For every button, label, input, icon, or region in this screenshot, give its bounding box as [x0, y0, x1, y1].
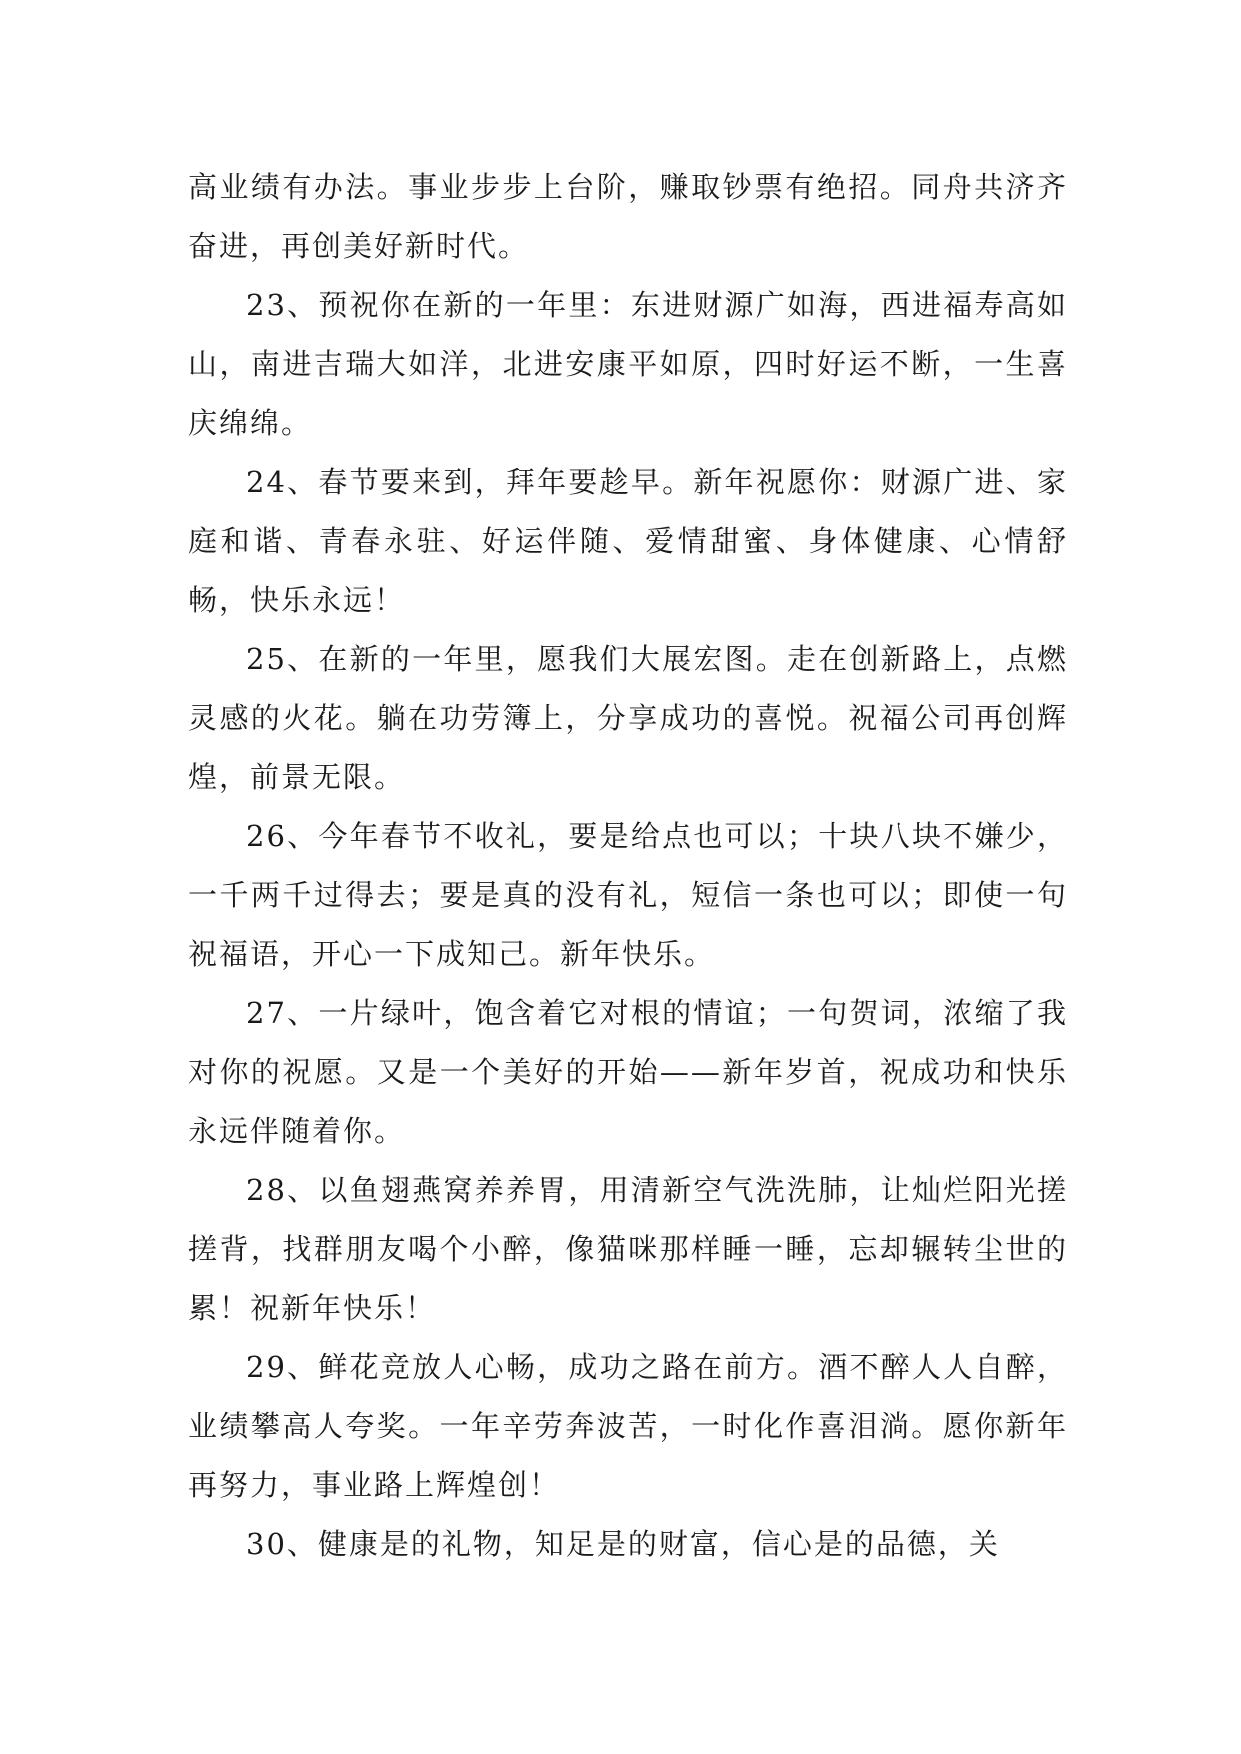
- paragraph-26: 26、今年春节不收礼，要是给点也可以；十块八块不嫌少，一千两千过得去；要是真的没有礼，短信一条也可以；即使一句祝福语，开心一下成知己。新年快乐。: [188, 819, 1068, 971]
- paragraph-continuation: 高业绩有办法。事业步步上台阶，赚取钞票有绝招。同舟共济齐奋进，再创美好新时代。: [188, 170, 1068, 263]
- paragraph-28: 28、以鱼翅燕窝养养胃，用清新空气洗洗肺，让灿烂阳光搓搓背，找群朋友喝个小醉，像猫咪那样睡一睡，忘却辗转尘世的累！祝新年快乐！: [188, 1173, 1068, 1325]
- paragraph-29: 29、鲜花竞放人心畅，成功之路在前方。酒不醉人人自醉，业绩攀高人夸奖。一年辛劳奔波苦，一时化作喜泪淌。愿你新年再努力，事业路上辉煌创！: [188, 1350, 1068, 1502]
- paragraph-23: 23、预祝你在新的一年里：东进财源广如海，西进福寿高如山，南进吉瑞大如洋，北进安康平如原，四时好运不断，一生喜庆绵绵。: [188, 288, 1068, 440]
- paragraph-24: 24、春节要来到，拜年要趁早。新年祝愿你：财源广进、家庭和谐、青春永驻、好运伴随、爱情甜蜜、身体健康、心情舒畅，快乐永远！: [188, 465, 1068, 617]
- document-body: [188, 158, 1068, 1574]
- paragraph-25: 25、在新的一年里，愿我们大展宏图。走在创新路上，点燃灵感的火花。躺在功劳簿上，分享成功的喜悦。祝福公司再创辉煌，前景无限。: [188, 642, 1068, 794]
- paragraph-27: 27、一片绿叶，饱含着它对根的情谊；一句贺词，浓缩了我对你的祝愿。又是一个美好的开始——新年岁首，祝成功和快乐永远伴随着你。: [188, 996, 1068, 1148]
- paragraph-30: 30、健康是的礼物，知足是的财富，信心是的品德，关: [246, 1527, 1000, 1561]
